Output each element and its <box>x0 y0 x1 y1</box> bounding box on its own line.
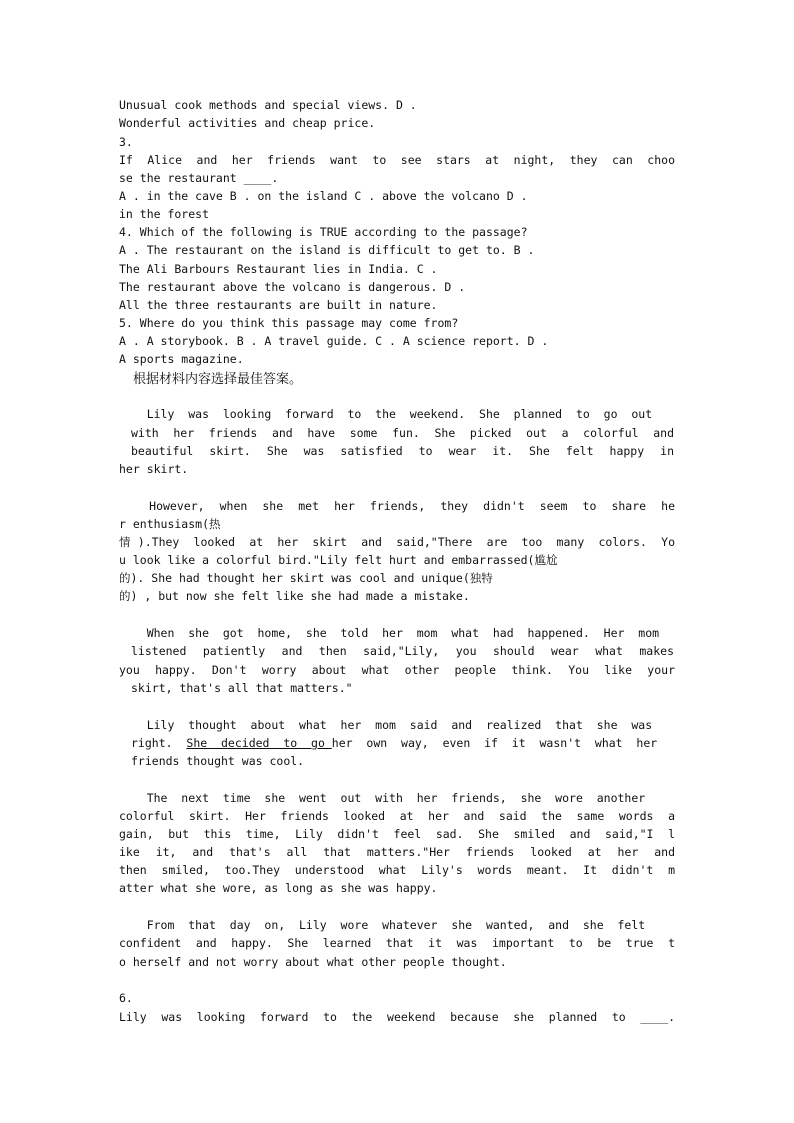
passage-line: gain, but this time, Lily didn't feel sad. She smiled and said,"I l <box>119 827 675 841</box>
option-line: The restaurant above the volcano is dangerous. D . <box>119 280 466 294</box>
passage-line <box>131 735 674 751</box>
passage-text: right. <box>131 736 187 750</box>
option-line: in the forest <box>119 207 210 221</box>
passage-line: u look like a colorful bird."Lily felt hurt and embarrassed(尴尬 <box>119 553 558 567</box>
passage-line: her skirt. <box>119 462 189 476</box>
passage-line: listened patiently and then said,"Lily, you should wear what makes <box>131 644 674 658</box>
passage-line: The next time she went out with her friends, she wore another <box>119 791 646 805</box>
section-header: 根据材料内容选择最佳答案。 <box>133 372 303 387</box>
option-line: A . A storybook. B . A travel guide. C . A science report. D . <box>119 334 549 348</box>
passage-line: with her friends and have some fun. She picked out a colorful and <box>131 426 674 440</box>
passage-line: r enthusiasm(热 <box>119 517 221 531</box>
passage-line: atter what she wore, as long as she was happy. <box>119 881 438 895</box>
passage-line: Lily was looking forward to the weekend. She planned to go out <box>119 407 653 421</box>
option-line: Wonderful activities and cheap price. <box>119 116 376 130</box>
question-number: 3. <box>119 135 133 149</box>
option-line: A . The restaurant on the island is difficult to get to. B . <box>119 243 535 257</box>
passage-line: However, when she met her friends, they didn't seem to share he <box>119 499 675 513</box>
option-line: A . in the cave B . on the island C . above the volcano D . <box>119 189 528 203</box>
passage-line: o herself and not worry about what other people thought. <box>119 955 507 969</box>
passage-line: From that day on, Lily wore whatever she wanted, and she felt <box>119 918 646 932</box>
passage-line: beautiful skirt. She was satisfied to wear it. She felt happy in <box>131 444 674 458</box>
passage-line: confident and happy. She learned that it was important to be true t <box>119 936 675 950</box>
question-number: 6. <box>119 991 133 1005</box>
option-line: The Ali Barbours Restaurant lies in India. C . <box>119 262 438 276</box>
passage-line: 的) , but now she felt like she had made a mistake. <box>119 589 470 603</box>
question-stem: Lily was looking forward to the weekend because she planned to ____. <box>119 1010 675 1024</box>
passage-text: her own way, even if it wasn't what her <box>331 736 658 750</box>
underlined-phrase: She decided to go <box>186 736 332 750</box>
passage-line: ike it, and that's all that matters."Her friends looked at her and <box>119 845 675 859</box>
passage-line: then smiled, too.They understood what Lily's words meant. It didn't m <box>119 863 675 877</box>
passage-line: 的). She had thought her skirt was cool and unique(独特 <box>119 571 493 585</box>
passage-line: Lily thought about what her mom said and realized that she was <box>119 718 653 732</box>
question-stem: If Alice and her friends want to see stars at night, they can choo <box>119 153 675 167</box>
passage-line: you happy. Don't worry about what other people think. You like your <box>119 663 675 677</box>
passage-line: colorful skirt. Her friends looked at her and said the same words a <box>119 809 675 823</box>
passage-line: friends thought was cool. <box>131 754 305 768</box>
question-stem: 5. Where do you think this passage may come from? <box>119 316 459 330</box>
option-line: All the three restaurants are built in nature. <box>119 298 438 312</box>
question-stem: se the restaurant ____. <box>119 171 279 185</box>
passage-line: 情).They looked at her skirt and said,"There are too many colors. Yo <box>119 535 675 549</box>
question-stem: 4. Which of the following is TRUE according to the passage? <box>119 225 528 239</box>
passage-line: skirt, that's all that matters." <box>131 681 353 695</box>
passage-line: When she got home, she told her mom what had happened. Her mom <box>119 626 660 640</box>
option-line: Unusual cook methods and special views. D . <box>119 98 417 112</box>
option-line: A sports magazine. <box>119 352 244 366</box>
